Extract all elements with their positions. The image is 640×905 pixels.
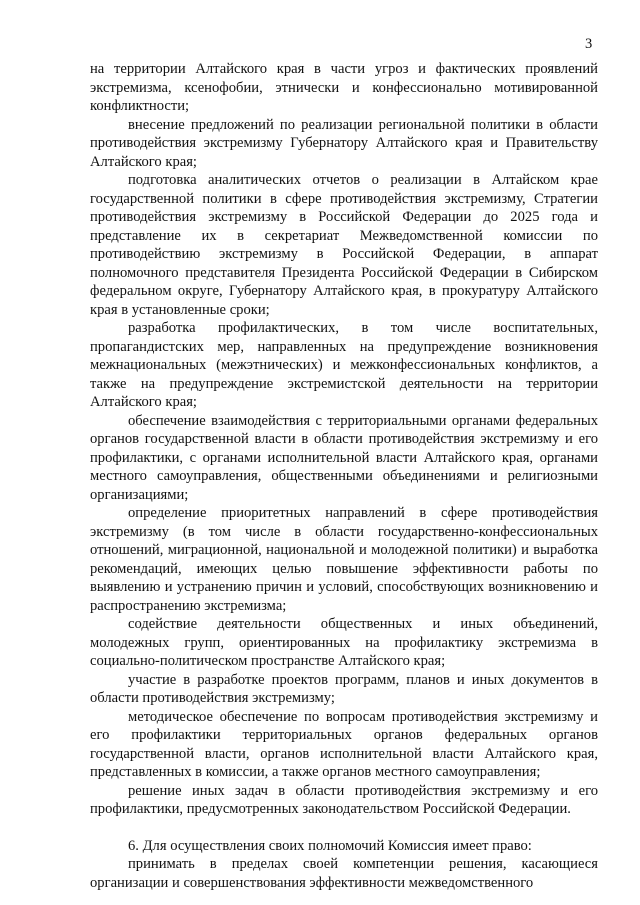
paragraph-proposals: внесение предложений по реализации региональной политики в области противодействия экстремизму Губернатору Алтайского края и Правительству Алтайского края; [90,116,598,170]
paragraph-interaction: обеспечение взаимодействия с территориальными органами федеральных органов государственной власти в области противодействия экстремизму и его профилактики, с органами исполнительной власти Алтайского края, органами местного самоуправления, общественными объединениями и религиозными организациями; [90,412,598,503]
paragraph-other-tasks: решение иных задач в области противодействия экстремизму и его профилактики, предусмотренных законодательством Российской Федерации. [90,782,598,817]
paragraph-priorities: определение приоритетных направлений в сфере противодействия экстремизму (в том числе в области государственно-конфессиональных отношений, миграционной, национальной и молодежной политики) и выработка рекомендаций, имеющих целью повышение эффективности работы по выявлению и устранению причин и условий, способствующих возникновению и распространению экстремизма; [90,505,598,614]
page-number: 3 [585,36,593,52]
paragraph-analytical-reports: подготовка аналитических отчетов о реализации в Алтайском крае государственной политики в сфере противодействия экстремизму, Стратегии противодействия экстремизму в Российской Федерации до 2025 года и представление их в секретариат Межведомственной комиссии по противодействию экстремизму в Российской Федерации, в аппарат полномочного представителя Президента Российской Федерации в Сибирском федеральном округе, Губернатору Алтайского края, в прокуратуру Алтайского края в установленные сроки; [90,172,598,318]
paragraph-continuation: на территории Алтайского края в части угроз и фактических проявлений экстремизма, ксенофобии, этнически и конфессионально мотивированной конфликтности; [90,61,598,114]
document-body [90,60,598,892]
paragraph-assistance: содействие деятельности общественных и иных объединений, молодежных групп, ориентированных на профилактику экстремизма в социально-политическом пространстве Алтайского края; [90,616,598,669]
paragraph-preventive-measures: разработка профилактических, в том числе воспитательных, пропагандистских мер, направленных на предупреждение возникновения межнациональных (межэтнических) и межконфессиональных конфликтов, а также на предупреждение экстремистской деятельности на территории Алтайского края; [90,320,598,410]
paragraph-methodical-support: методическое обеспечение по вопросам противодействия экстремизму и его профилактики территориальных органов федеральных органов государственной власти, органов исполнительной власти Алтайского края, представленных в комиссии, а также органов местного самоуправления; [90,708,598,780]
paragraph-decisions: принимать в пределах своей компетенции решения, касающиеся организации и совершенствования эффективности межведомственного [90,856,598,891]
paragraph-participation: участие в разработке проектов программ, планов и иных документов в области противодействия экстремизму; [90,671,598,706]
section-heading-rights: 6. Для осуществления своих полномочий Комиссия имеет право: [128,837,532,854]
